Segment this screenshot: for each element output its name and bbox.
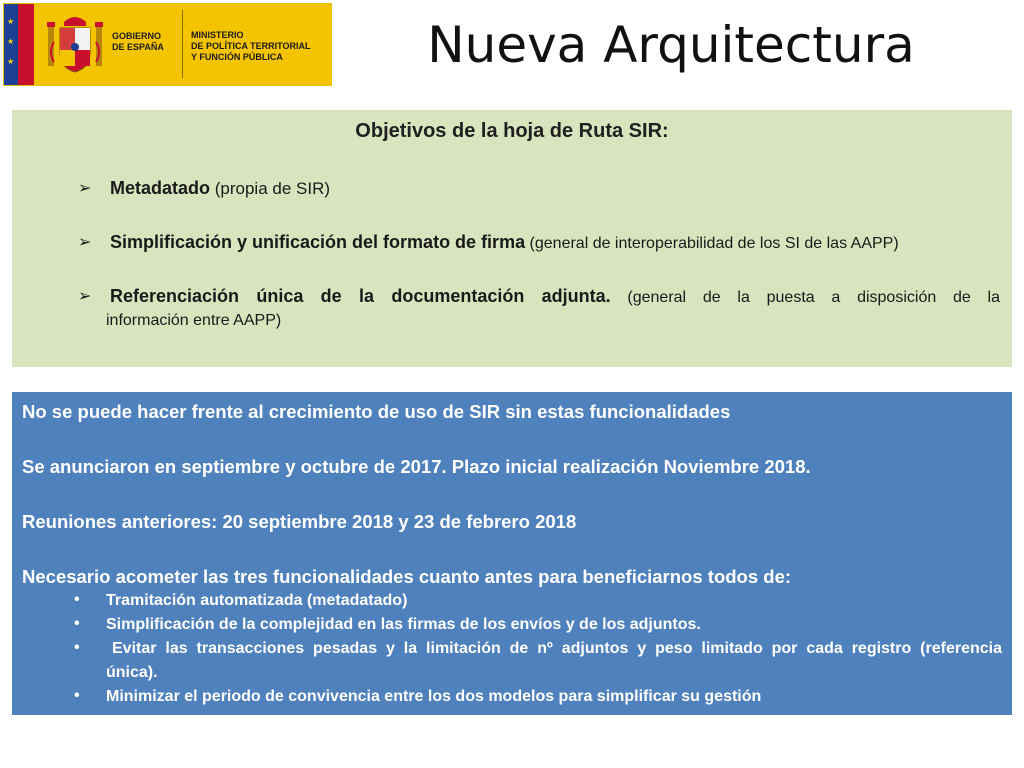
government-name: GOBIERNO DE ESPAÑA xyxy=(112,31,164,52)
notes-box xyxy=(12,392,1012,715)
ministry-name: MINISTERIO DE POLÍTICA TERRITORIAL Y FUNCIÓN PÚBLICA xyxy=(191,30,311,62)
objective-item-continuation: información entre AAPP) xyxy=(106,312,282,329)
note-bullet: Simplificación de la complejidad en las firmas de los envíos y de los adjuntos. xyxy=(106,616,701,633)
objective-item: Simplificación y unificación del formato de firma (general de interoperabilidad de los SI de las AAPP) xyxy=(110,232,899,252)
bullet-dot-icon: • xyxy=(74,639,80,656)
objectives-box xyxy=(12,110,1012,367)
note-bullet-continuation: única). xyxy=(106,664,158,681)
bullet-dot-icon: • xyxy=(74,591,80,608)
note-line: Necesario acometer las tres funcionalidades cuanto antes para beneficiarnos todos de: xyxy=(22,566,792,587)
objective-item: Metadatado (propia de SIR) xyxy=(110,178,331,198)
bullet-dot-icon: • xyxy=(74,687,80,704)
spain-flag-strip xyxy=(18,4,34,85)
arrow-bullet-icon: ➢ xyxy=(78,288,92,305)
government-logo xyxy=(3,3,332,86)
note-line: Reuniones anteriores: 20 septiembre 2018 y 23 de febrero 2018 xyxy=(22,511,577,532)
note-line: No se puede hacer frente al crecimiento de uso de SIR sin estas funcionalidades xyxy=(22,401,731,422)
arrow-bullet-icon: ➢ xyxy=(78,234,92,251)
arrow-bullet-icon: ➢ xyxy=(78,180,92,197)
objective-item: Referenciación única de la documentación adjunta. (general de la puesta a disposición de la xyxy=(110,286,1000,306)
eu-flag-strip: ★ ★ ★ xyxy=(4,4,18,85)
slide-title: Nueva Arquitectura xyxy=(427,16,915,74)
note-bullet: Tramitación automatizada (metadatado) xyxy=(106,592,408,609)
bullet-dot-icon: • xyxy=(74,615,80,632)
note-bullet: Evitar las transacciones pesadas y la limitación de nº adjuntos y peso limitado por cada registro (referencia xyxy=(112,640,1002,657)
note-bullet: Minimizar el periodo de convivencia entre los dos modelos para simplificar su gestión xyxy=(106,688,762,705)
objectives-heading: Objetivos de la hoja de Ruta SIR: xyxy=(355,120,669,142)
logo-divider xyxy=(182,10,183,78)
coat-of-arms-icon xyxy=(44,12,106,78)
note-line: Se anunciaron en septiembre y octubre de 2017. Plazo inicial realización Noviembre 2018. xyxy=(22,456,811,477)
